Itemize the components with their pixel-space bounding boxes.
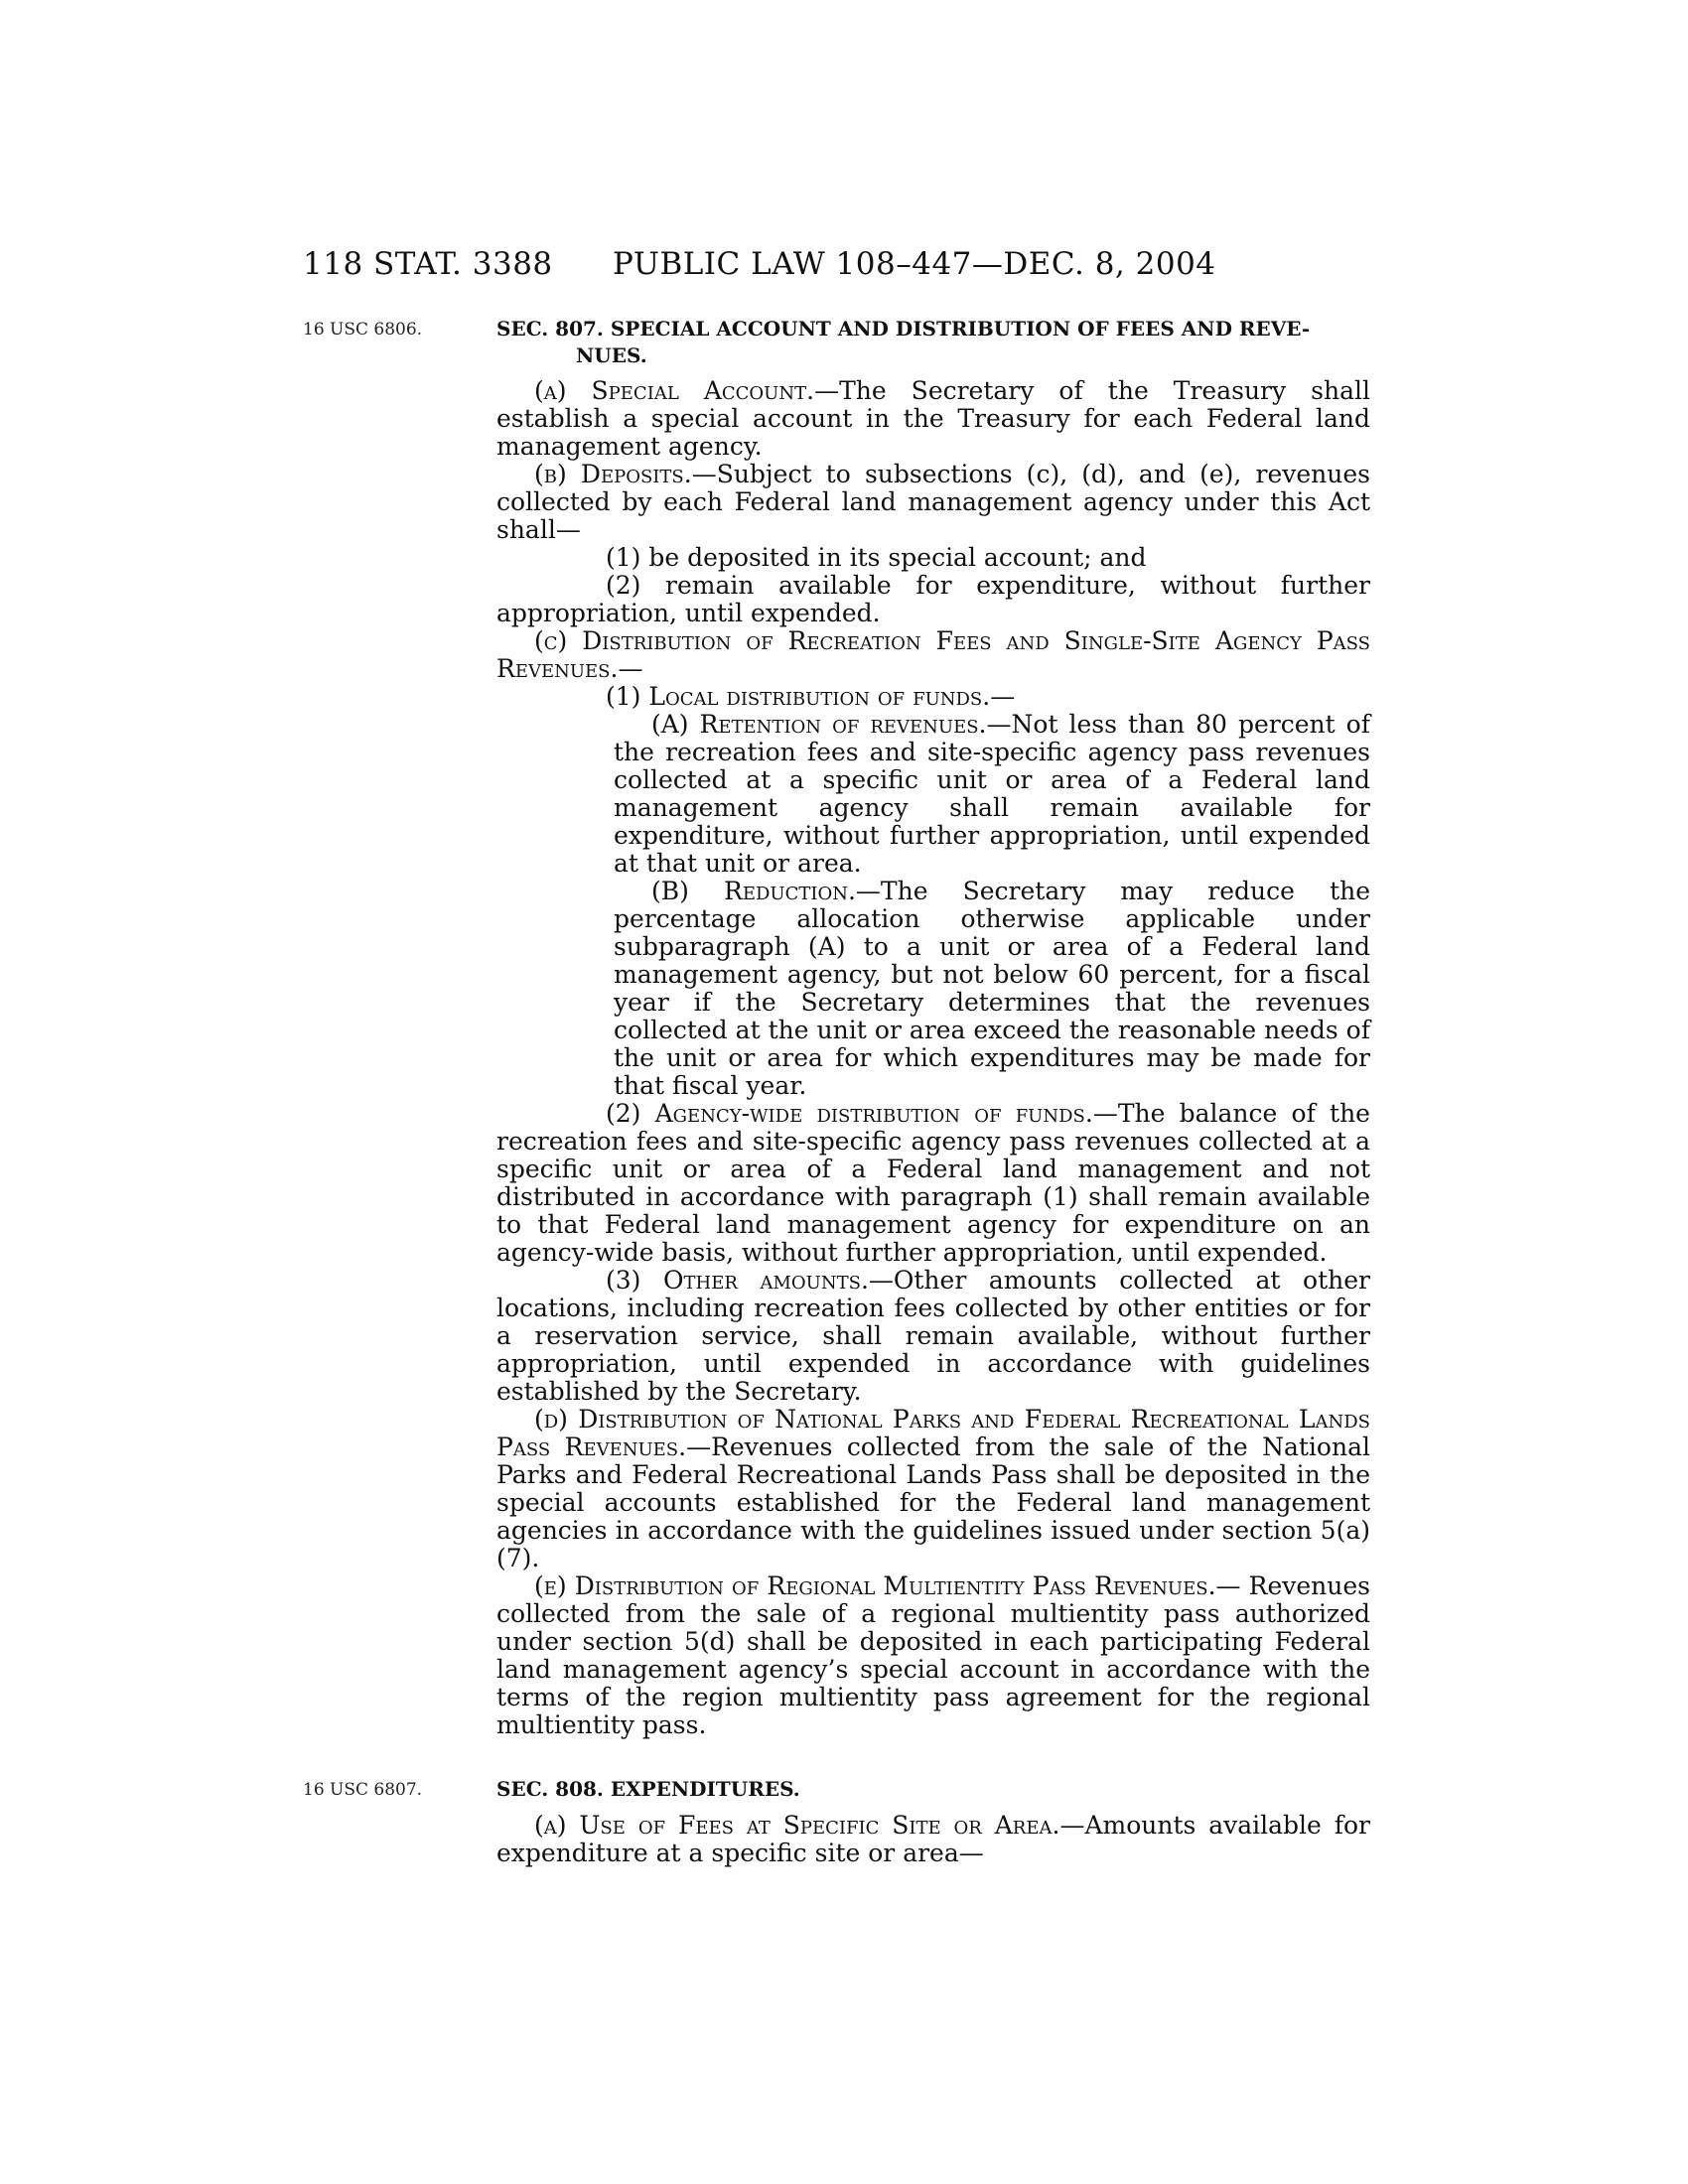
statute-page-number: 118 STAT. 3388 [303, 246, 553, 282]
subsection-a-text: —The Secretary of the Treasury shall establish a special account in the Treasury for each Federal land management agency. [496, 376, 1371, 461]
section-808-heading: SEC. 808. EXPENDITURES. [496, 1777, 800, 1801]
paragraph-b2: (2) remain available for expenditure, without further appropriation, until expended. [496, 571, 1370, 627]
subsection-d-label: (d) Distribution of National Parks and Federal Recreational Lands Pass Revenues. [496, 1405, 1370, 1461]
subparagraph-c1a-text: —Not less than 80 percent of the recreation fees and site-specific agency pass revenues collected at a specific unit or area of a Federal land management agency shall remain available for expenditure, without further appropriation, until expended at that unit or area. [614, 710, 1370, 878]
subsection-d-text: —Revenues collected from the sale of the National Parks and Federal Recreational Lands Pass shall be deposited in the special accounts established for the Federal land management agencies in accordance with the guidelines issued under section 5(a)(7). [496, 1433, 1370, 1572]
paragraph-c1 [496, 683, 1370, 711]
paragraph-b1: (1) be deposited in its special account; and [606, 543, 1147, 572]
section-807-heading [496, 316, 1370, 369]
section-808-subsection-a-label: (a) Use of Fees at Specific Site or Area. [534, 1811, 1060, 1840]
subsection-a-label: (a) Special Account. [534, 376, 815, 405]
paragraph-c1-text: — [990, 682, 1016, 711]
subparagraph-c1a [614, 711, 1370, 878]
subsection-e [496, 1572, 1370, 1739]
subsection-d [496, 1406, 1370, 1572]
subsection-c-text: — [618, 654, 643, 683]
subsection-a [496, 377, 1370, 461]
public-law-title: PUBLIC LAW 108–447—DEC. 8, 2004 [613, 246, 1216, 282]
paragraph-c3-label: (3) Other amounts. [606, 1266, 869, 1295]
page-header [303, 246, 1365, 286]
margin-citation-6806: 16 USC 6806. [303, 320, 423, 340]
margin-citation-6807: 16 USC 6807. [303, 1780, 423, 1800]
paragraph-c2-text: —The balance of the recreation fees and site-specific agency pass revenues collected at a specific unit or area of a Federal land management and not distributed in accordance with paragraph (1) shall remain available to that Federal land management agency for expenditure on an agency-wide basis, without further appropriation, until expended. [496, 1099, 1370, 1267]
section-807-heading-line1: SEC. 807. SPECIAL ACCOUNT AND DISTRIBUTION OF FEES AND REVE- [496, 317, 1311, 341]
subsection-b [496, 461, 1370, 544]
subparagraph-c1b-label: (B) Reduction. [651, 877, 856, 905]
subsection-c [496, 627, 1370, 683]
paragraph-c2-label: (2) Agency-wide distribution of funds. [606, 1099, 1093, 1128]
paragraph-c3 [496, 1267, 1370, 1406]
paragraph-c1-label: (1) Local distribution of funds. [606, 682, 991, 711]
paragraph-c2 [496, 1100, 1370, 1267]
section-808-body [496, 1812, 1370, 1867]
section-807-heading-line2: NUES. [576, 343, 647, 367]
paragraph-c3-text: —Other amounts collected at other locations, including recreation fees collected by other entities or for a reservation service, shall remain available, without further appropriation, until expended in accordance with guidelines established by the Secretary. [496, 1266, 1370, 1406]
subparagraph-c1b-text: —The Secretary may reduce the percentage allocation otherwise applicable under subparagraph (A) to a unit or area of a Federal land management agency, but not below 60 percent, for a fiscal year if the Secretary determines that the revenues collected at the unit or area exceed the reasonable needs of the unit or area for which expenditures may be made for that fiscal year. [614, 877, 1371, 1100]
subsection-e-text: — Revenues collected from the sale of a regional multientity pass authorized under section 5(d) shall be deposited in each participating Federal land management agency’s special account in accordance with the terms of the region multientity pass agreement for the regional multientity pass. [496, 1571, 1371, 1739]
subsection-b-text: —Subject to subsections (c), (d), and (e), revenues collected by each Federal land management agency under this Act shall— [496, 460, 1370, 544]
subparagraph-c1b [614, 878, 1370, 1100]
section-808-subsection-a-text: —Amounts available for expenditure at a specific site or area— [496, 1811, 1370, 1867]
section-807-body [496, 377, 1370, 1739]
subparagraph-c1a-label: (A) Retention of revenues. [651, 710, 987, 739]
subsection-c-label: (c) Distribution of Recreation Fees and Single-Site Agency Pass Revenues. [496, 626, 1370, 683]
section-808-subsection-a [496, 1812, 1370, 1867]
subsection-b-label: (b) Deposits. [534, 460, 692, 488]
subsection-e-label: (e) Distribution of Regional Multientity Pass Revenues. [534, 1571, 1216, 1600]
